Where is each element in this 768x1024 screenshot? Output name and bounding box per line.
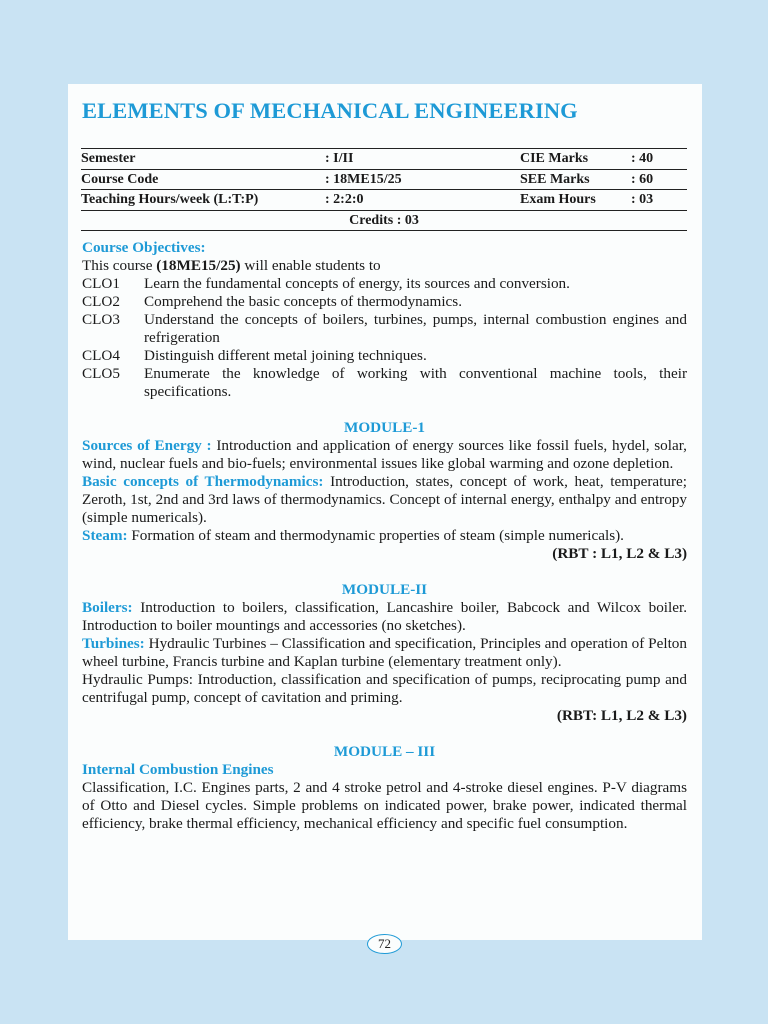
see-label: SEE Marks [520,169,631,190]
exam-label: Exam Hours [520,190,631,211]
ic-engines-heading: Internal Combustion Engines [82,761,274,778]
cie-label: CIE Marks [520,149,631,170]
turbines-paragraph [82,635,687,671]
clo-text: Enumerate the knowledge of working with conventional machine tools, their specifications. [144,365,687,400]
code-value: : 18ME15/25 [325,169,520,190]
clo-text: Learn the fundamental concepts of energy, its sources and conversion. [144,275,570,292]
intro-text: will enable students to [240,257,381,274]
semester-value: : I/II [325,149,520,170]
objectives-intro [82,257,687,275]
steam-label: Steam: [82,527,128,544]
clo-text: Distinguish different metal joining techniques. [144,347,427,364]
turbines-text: Hydraulic Turbines – Classification and specification, Principles and operation of Pelton wheel turbine, Francis turbine and Kaplan turbine (elementary treatment only). [82,635,687,670]
clo-text: Understand the concepts of boilers, turbines, pumps, internal combustion engines and refrigeration [144,311,687,346]
clo-key: CLO4 [82,347,120,364]
ic-engines-paragraph: Classification, I.C. Engines parts, 2 and 4 stroke petrol and 4-stroke diesel engines. P-V diagrams of Otto and Diesel cycles. Simple problems on indicated power, brake power, indicated thermal efficiency, brake thermal efficiency, mechanical efficiency and specific fuel consumption. [82,779,687,832]
page-title: ELEMENTS OF MECHANICAL ENGINEERING [82,98,578,123]
list-item [82,365,687,401]
module-2-heading: MODULE-II [341,581,428,598]
hours-label: Teaching Hours/week (L:T:P) [81,190,325,211]
module-2-rbt: (RBT: L1, L2 & L3) [556,707,687,724]
page-number: 72 [367,934,402,954]
boilers-paragraph [82,599,687,635]
exam-value: : 03 [631,190,687,211]
list-item [82,347,687,365]
boilers-label: Boilers: [82,599,133,616]
course-info-table [81,148,687,231]
turbines-label: Turbines: [82,635,145,652]
clo-key: CLO5 [82,365,120,382]
energy-paragraph [82,437,687,473]
objectives-heading: Course Objectives: [82,239,206,256]
thermo-text: Introduction, states, concept of work, heat, temperature; Zeroth, 1st, 2nd and 3rd laws of thermodynamics. Concept of internal energy, enthalpy and entropy (simple numericals). [82,473,687,526]
energy-text: Introduction and application of energy sources like fossil fuels, hydel, solar, wind, nuclear fuels and bio-fuels; environmental issues like global warming and ozone depletion. [82,437,687,472]
clo-key: CLO1 [82,275,120,292]
module-1-rbt: (RBT : L1, L2 & L3) [552,545,687,562]
steam-text: Formation of steam and thermodynamic properties of steam (simple numericals). [127,527,624,544]
syllabus-body [82,239,687,833]
list-item [82,293,687,311]
intro-text: This course [82,257,157,274]
module-3-heading: MODULE – III [333,743,436,760]
thermo-label: Basic concepts of Thermodynamics: [82,473,324,490]
see-value: : 60 [631,169,687,190]
table-row [81,210,687,231]
cie-value: : 40 [631,149,687,170]
module-1-heading: MODULE-1 [344,419,425,436]
credits: Credits : 03 [81,210,687,231]
pumps-paragraph: Hydraulic Pumps: Introduction, classification and specification of pumps, reciprocating pump and centrifugal pump, concept of cavitation and priming. [82,671,687,706]
boilers-text: Introduction to boilers, classification, Lancashire boiler, Babcock and Wilcox boiler. Introduction to boiler mountings and accessories (no sketches). [82,599,687,634]
table-row [81,190,687,211]
steam-paragraph [82,527,687,545]
list-item [82,275,687,293]
table-row [81,169,687,190]
clo-key: CLO2 [82,293,120,310]
table-row [81,149,687,170]
clo-text: Comprehend the basic concepts of thermodynamics. [144,293,463,310]
list-item [82,311,687,347]
semester-label: Semester [81,149,325,170]
code-label: Course Code [81,169,325,190]
clo-key: CLO3 [82,311,120,328]
energy-label: Sources of Energy : [82,437,212,454]
hours-value: : 2:2:0 [325,190,520,211]
course-code: (18ME15/25) [156,257,241,274]
thermo-paragraph [82,473,687,527]
